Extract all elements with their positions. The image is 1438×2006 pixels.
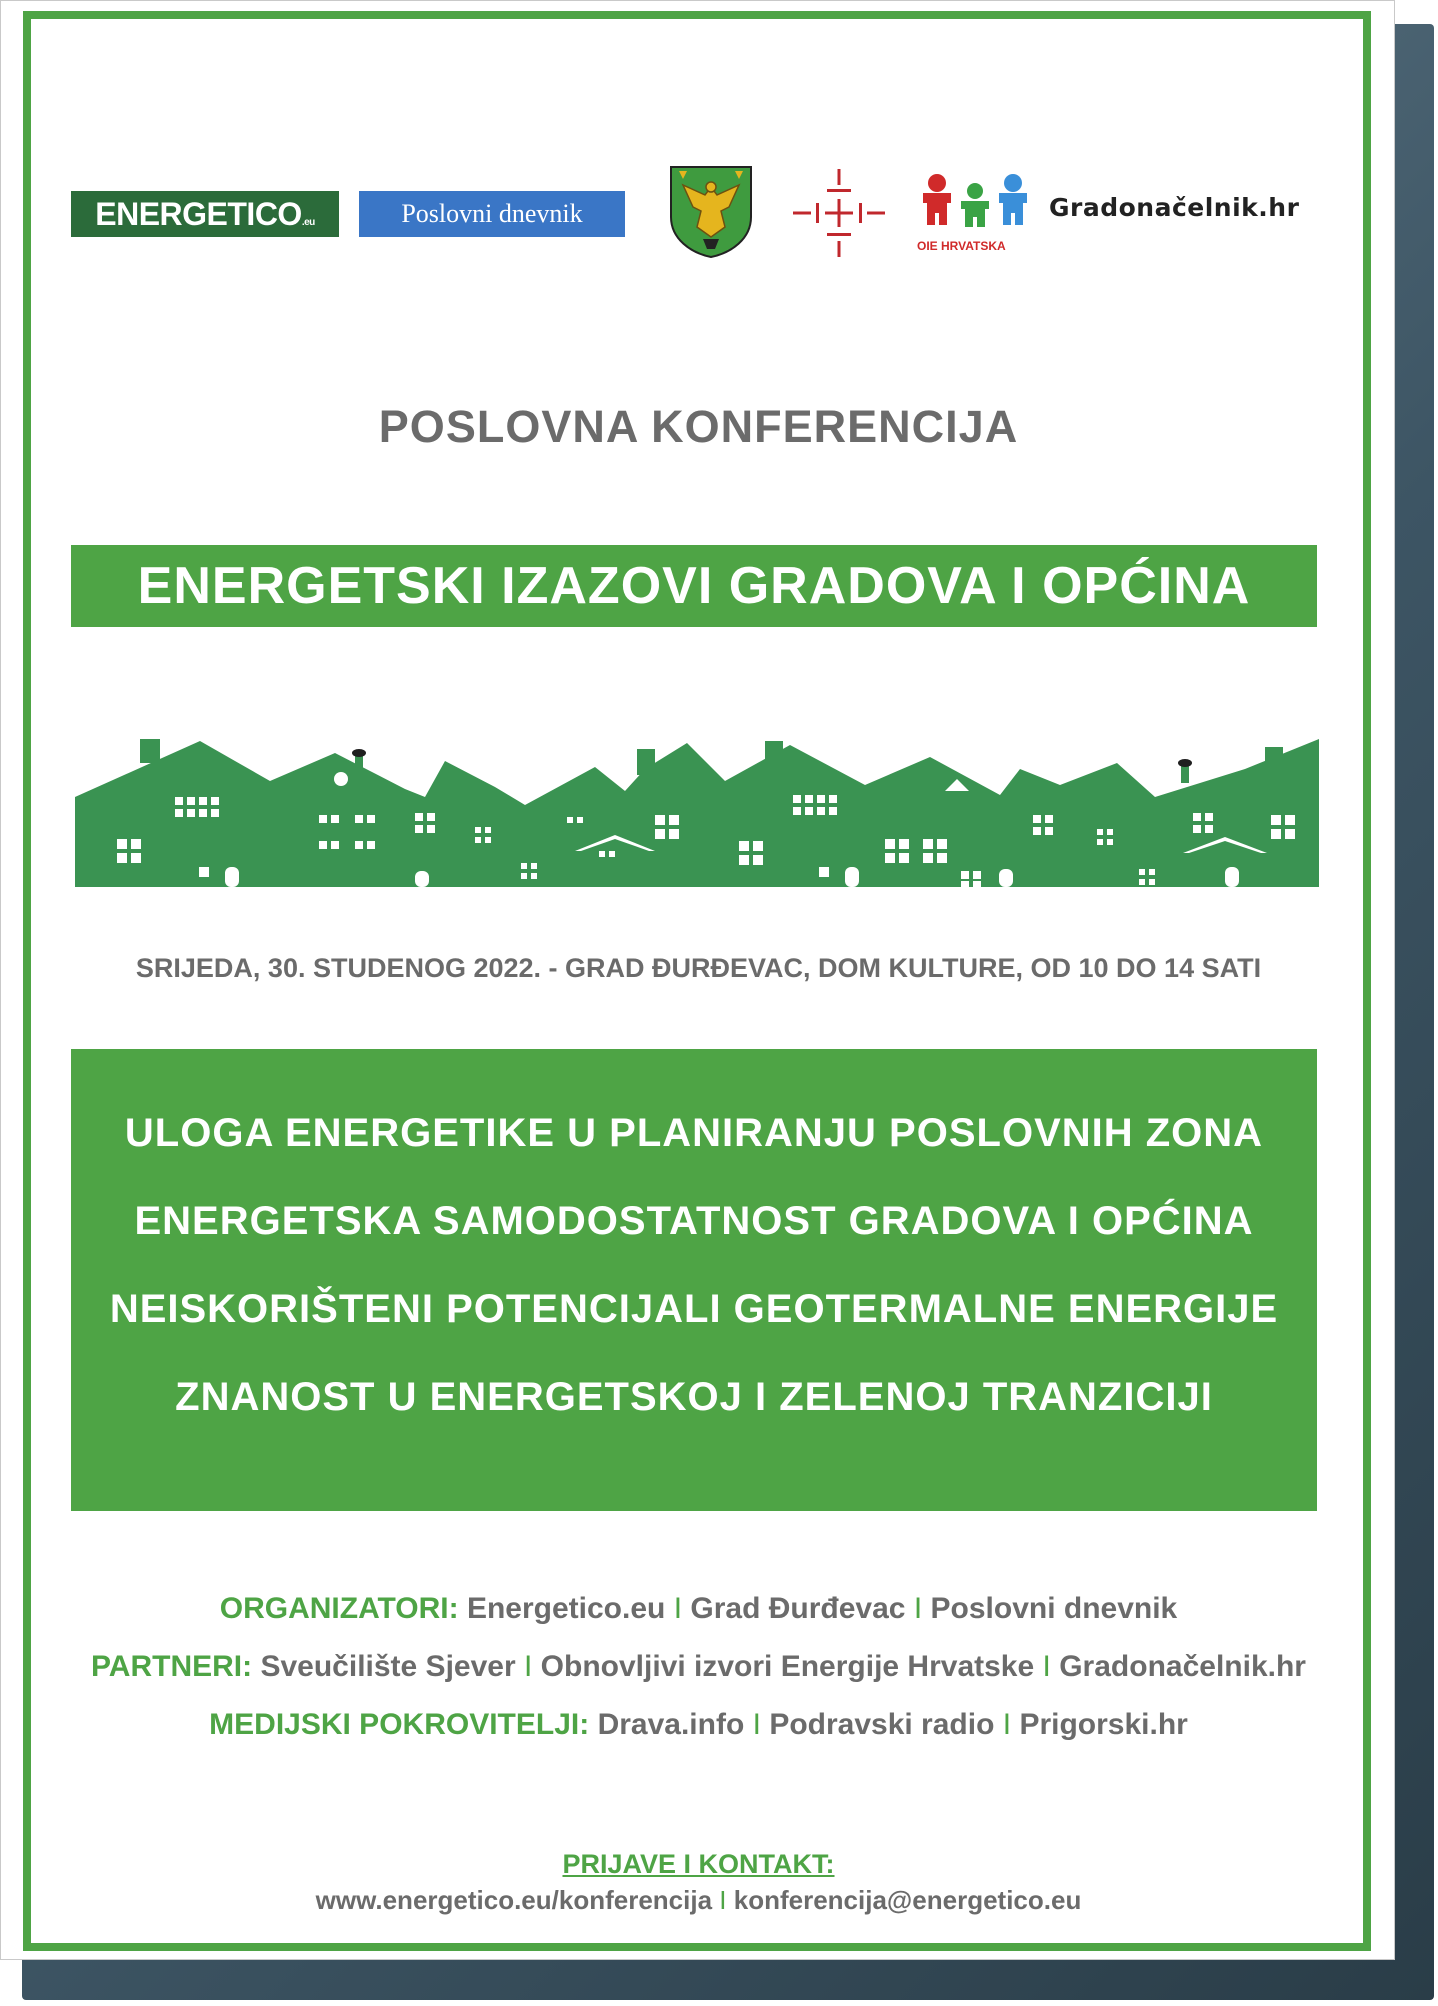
gradonacelnik-logo: Gradonačelnik.hr: [1049, 193, 1300, 222]
separator: I: [523, 1650, 533, 1683]
poslovni-dnevnik-logo: Poslovni dnevnik: [359, 191, 625, 237]
topics-box: [71, 1049, 1317, 1511]
contact-line: [1, 1883, 1396, 1919]
energetico-logo-suffix: .eu: [301, 217, 315, 228]
contact-section: [1, 1847, 1396, 1919]
contact-heading: PRIJAVE I KONTAKT:: [562, 1849, 835, 1879]
organizers-line: [1, 1589, 1396, 1647]
oie-hrvatska-label: OIE HRVATSKA: [917, 239, 1006, 253]
topic-item: NEISKORIŠTENI POTENCIJALI GEOTERMALNE ENERGIJE: [109, 1287, 1279, 1331]
organizers-label: ORGANIZATORI:: [219, 1592, 459, 1625]
media-sponsor-item: Drava.info: [597, 1708, 745, 1741]
organizer-item: Poslovni dnevnik: [930, 1592, 1178, 1625]
energetico-logo-text: ENERGETICO: [95, 196, 302, 232]
separator: I: [673, 1592, 683, 1625]
separator: I: [752, 1708, 761, 1741]
partners-label: PARTNERI:: [91, 1650, 253, 1683]
separator: I: [913, 1592, 923, 1625]
event-date-location: SRIJEDA, 30. STUDENOG 2022. - GRAD ĐURĐEVAC, DOM KULTURE, OD 10 DO 14 SATI: [135, 953, 1262, 983]
university-north-logo-icon: [789, 165, 889, 261]
topic-item: ULOGA ENERGETIKE U PLANIRANJU POSLOVNIH ZONA: [124, 1111, 1264, 1155]
partners-line: [1, 1647, 1396, 1705]
energetico-logo: [71, 191, 339, 237]
media-sponsor-item: Podravski radio: [769, 1708, 995, 1741]
partner-item: Gradonačelnik.hr: [1059, 1650, 1306, 1683]
credits-section: [1, 1589, 1396, 1763]
website-link[interactable]: www.energetico.eu/konferencija: [315, 1885, 713, 1915]
organizer-item: Grad Đurđevac: [690, 1592, 906, 1625]
conference-title: ENERGETSKI IZAZOVI GRADOVA I OPĆINA: [71, 545, 1317, 627]
partner-item: Obnovljivi izvori Energije Hrvatske: [540, 1650, 1035, 1683]
organizer-item: Energetico.eu: [466, 1592, 666, 1625]
oie-hrvatska-puzzle-icon: [915, 173, 1033, 229]
separator: I: [1002, 1708, 1012, 1741]
separator: I: [719, 1885, 727, 1915]
media-sponsors-label: MEDIJSKI POKROVITELJI:: [209, 1708, 590, 1741]
separator: I: [1042, 1650, 1051, 1683]
email-link[interactable]: konferencija@energetico.eu: [733, 1885, 1082, 1915]
topic-item: ZNANOST U ENERGETSKOJ I ZELENOJ TRANZICIJI: [175, 1375, 1213, 1419]
media-sponsors-line: [1, 1705, 1396, 1763]
partner-item: Sveučilište Sjever: [260, 1650, 516, 1683]
topic-item: ENERGETSKA SAMODOSTATNOST GRADOVA I OPĆINA: [134, 1199, 1254, 1243]
coat-of-arms-icon: [669, 165, 753, 259]
media-sponsor-item: Prigorski.hr: [1019, 1708, 1188, 1741]
conference-subtitle: POSLOVNA KONFERENCIJA: [378, 401, 1019, 452]
houses-skyline-illustration: [75, 739, 1319, 887]
